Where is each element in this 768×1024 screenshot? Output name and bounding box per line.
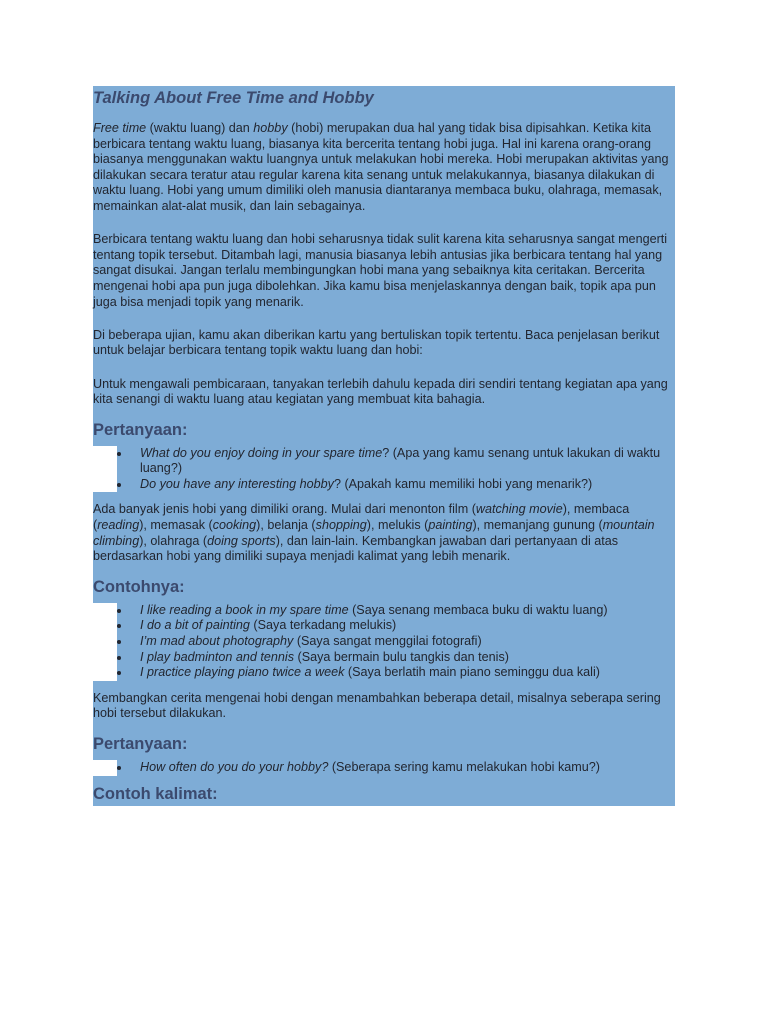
bullet-margin <box>93 650 117 666</box>
english-phrase: I’m mad about photography <box>140 634 294 649</box>
free-time-term: Free time <box>93 121 147 135</box>
bullet-icon <box>117 766 121 770</box>
english-phrase: Do you have any interesting hobby <box>140 476 334 491</box>
section-heading: Pertanyaan: <box>93 420 188 439</box>
paragraph-text: Kembangkan cerita mengenai hobi dengan menambahkan beberapa detail, misalnya seberapa sering hobi tersebut dilakukan. <box>93 690 661 721</box>
contohnya-heading-block <box>93 565 675 603</box>
question-item <box>93 446 675 477</box>
english-phrase: I like reading a book in my spare time <box>140 602 349 617</box>
term-cooking: cooking <box>212 518 257 533</box>
examples-list <box>93 603 675 681</box>
indonesian-translation: ? (Apa yang kamu senang untuk lakukan di waktu luang?) <box>140 445 661 476</box>
bullet-margin <box>93 665 117 681</box>
document-body <box>93 86 675 806</box>
text-span: (waktu luang) dan <box>146 121 254 135</box>
bullet-icon <box>117 624 121 628</box>
contoh-kalimat-heading-block <box>93 776 675 806</box>
term-reading: reading <box>97 518 140 533</box>
questions-list-2 <box>93 760 675 776</box>
text-span: ), memanjang gunung ( <box>472 518 603 533</box>
pertanyaan-heading-block-1 <box>93 408 675 446</box>
bullet-margin <box>93 760 117 776</box>
hobby-types-paragraph <box>93 492 675 564</box>
bullet-icon <box>117 656 121 660</box>
term-painting: painting <box>428 518 473 533</box>
bullet-icon <box>117 483 121 487</box>
page-title: Talking About Free Time and Hobby <box>93 89 374 107</box>
paragraph-text: Di beberapa ujian, kamu akan diberikan kartu yang bertuliskan topik tertentu. Baca penjelasan berikut untuk belajar berbicara tentang topik waktu luang dan hobi: <box>93 327 660 358</box>
indonesian-translation: (Saya bermain bulu tangkis dan tenis) <box>294 649 509 664</box>
bullet-icon <box>117 452 121 456</box>
bullet-margin <box>93 618 117 634</box>
indonesian-translation: (Saya sangat menggilai fotografi) <box>293 634 482 649</box>
intro-paragraph-3 <box>93 326 675 375</box>
question-item <box>93 760 675 776</box>
bullet-margin <box>93 603 117 619</box>
section-heading: Pertanyaan: <box>93 735 188 753</box>
develop-story-paragraph <box>93 681 675 722</box>
example-item <box>93 618 675 634</box>
bullet-icon <box>117 609 121 613</box>
text-span: ), olahraga ( <box>139 533 208 548</box>
intro-paragraph-4 <box>93 375 675 408</box>
indonesian-translation: ? (Apakah kamu memiliki hobi yang menarik?) <box>333 476 593 491</box>
english-phrase: I practice playing piano twice a week <box>140 665 345 680</box>
text-span: ), dan lain-lain. Kembangkan jawaban dari pertanyaan di atas berdasarkan hobi yang dimiliki supaya menjadi kalimat yang lebih menarik. <box>93 533 619 564</box>
text-span: ), membaca ( <box>93 502 630 533</box>
term-mountain-climbing: mountain climbing <box>93 518 655 548</box>
example-item <box>93 665 675 681</box>
questions-list-1 <box>93 446 675 493</box>
english-phrase: How often do you do your hobby? <box>140 760 329 774</box>
paragraph-text: Berbicara tentang waktu luang dan hobi seharusnya tidak sulit karena kita seharusnya sangat mengerti tentang topik tersebut. Ditambah lagi, manusia biasanya lebih antusias jika berbicara tentang hal yang sangat disukai. Jangan terlalu membingungkan hobi mana yang sebaiknya kita ceritakan. Bercerita mengenai hobi apa pun juga dibolehkan. Jika kamu bisa menjelaskannya dengan baik, topik apa pun juga bisa menjadi topik yang menarik. <box>93 232 668 309</box>
bullet-icon <box>117 640 121 644</box>
english-phrase: I play badminton and tennis <box>140 649 295 664</box>
text-span: ), memasak ( <box>139 518 213 533</box>
intro-paragraph-2 <box>93 230 675 326</box>
hobby-term: hobby <box>253 121 288 135</box>
text-span: Ada banyak jenis hobi yang dimiliki orang. Mulai dari menonton film ( <box>93 502 476 517</box>
indonesian-translation: (Seberapa sering kamu melakukan hobi kamu?) <box>328 760 600 774</box>
term-watching-movie: watching movie <box>475 502 563 517</box>
english-phrase: What do you enjoy doing in your spare time <box>140 445 383 460</box>
indonesian-translation: (Saya berlatih main piano seminggu dua kali) <box>344 665 600 680</box>
example-item <box>93 603 675 619</box>
paragraph-text: Untuk mengawali pembicaraan, tanyakan terlebih dahulu kepada diri sendiri tentang kegiatan apa yang kita senangi di waktu luang atau kegiatan yang membuat kita bahagia. <box>93 376 668 407</box>
term-doing-sports: doing sports <box>207 533 276 548</box>
example-item <box>93 650 675 666</box>
bullet-icon <box>117 671 121 675</box>
intro-paragraph-1 <box>93 111 675 230</box>
question-item <box>93 477 675 493</box>
bullet-margin <box>93 634 117 650</box>
pertanyaan-heading-block-2 <box>93 722 675 760</box>
term-shopping: shopping <box>315 518 367 533</box>
bullet-margin <box>93 446 117 477</box>
indonesian-translation: (Saya terkadang melukis) <box>249 618 397 633</box>
text-span: (hobi) merupakan dua hal yang tidak bisa dipisahkan. Ketika kita berbicara tentang waktu luang, biasanya kita bercerita tentang hobi juga. Hal ini karena orang-orang biasanya menggunakan waktu luangnya untuk melakukan hobi mereka. Hobi merupakan aktivitas yang dilakukan secara teratur atau regular karena kita senang untuk melakukannya, biasanya dilakukan di waktu luang. Hobi yang umum dimiliki oleh manusia diantaranya membaca buku, olahraga, memasak, memainkan alat-alat musik, dan lain sebagainya. <box>93 121 669 213</box>
section-heading: Contoh kalimat: <box>93 784 218 803</box>
text-span: ), melukis ( <box>366 518 429 533</box>
example-item <box>93 634 675 650</box>
bullet-margin <box>93 477 117 493</box>
english-phrase: I do a bit of painting <box>140 618 250 633</box>
section-heading: Contohnya: <box>93 577 185 596</box>
text-span: ), belanja ( <box>256 518 316 533</box>
indonesian-translation: (Saya senang membaca buku di waktu luang) <box>348 602 608 617</box>
title-block <box>93 86 675 111</box>
